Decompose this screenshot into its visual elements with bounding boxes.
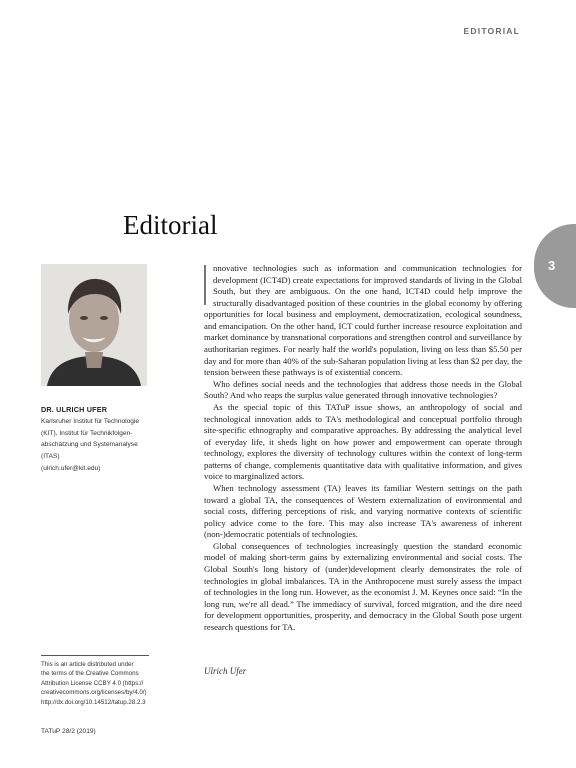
article-paragraph xyxy=(204,263,522,379)
article-title: Editorial xyxy=(123,210,218,241)
drop-cap-initial xyxy=(204,265,206,305)
journal-name: TATuP xyxy=(41,728,61,735)
author-portrait xyxy=(41,264,147,386)
author-affiliation: (ITAS) xyxy=(41,453,60,461)
author-affiliation: Karlsruher Institut für Technologie xyxy=(41,417,140,425)
license-note xyxy=(41,660,159,707)
license-line[interactable]: creativecommons.org/licenses/by/4.0/) xyxy=(41,689,147,697)
portrait-photo xyxy=(41,264,147,386)
journal-issue: 28/2 (2019) xyxy=(62,728,96,735)
article-paragraph: Who defines social needs and the technologies that address those needs in the Global South? And who reaps the surplus value generated through innovative technologies? xyxy=(204,378,522,401)
page-number: 3 xyxy=(548,258,556,273)
author-name: DR. ULRICH UFER xyxy=(41,405,108,414)
author-affiliation: abschätzung und Systemanalyse xyxy=(41,441,138,449)
article-signature: Ulrich Ufer xyxy=(204,666,247,676)
article-paragraph: Global consequences of technologies increasingly question the standard economic model of making short-term gains by externalizing environmental and social costs. The Global South's long history of (under)development clearly demonstrates the role of technologies in global imbalances. TA in the Anthropocene must surely assess the impact of technologies in the long run. However, as the economist J. M. Keynes once said: “In the long run, we're all dead.” The immediacy of survival, forced migration, and the dire need for development opportunities, prosperity, and democracy in the Global South pose urgent research questions for TA. xyxy=(204,540,522,632)
license-divider xyxy=(41,655,149,656)
doi-link[interactable]: http://dx.doi.org/10.14512/tatup.28.2.3 xyxy=(41,698,146,706)
license-line: Attribution License CCBY 4.0 (https:// xyxy=(41,679,144,687)
author-email: (ulrich.ufer@kit.edu) xyxy=(41,464,101,472)
article-paragraph: As the special topic of this TATuP issue shows, an anthropology of social and technological innovation adds to TA's methodological and conceptual portfolio through site-specific ethnography and comparative approaches. By addressing the analytical level of everyday life, it sheds light on how power and empowerment can operate through technology, explores the diversity of technology cultures within the context of long-term patterns of change, complements quantitative data with qualitative information, and gives voice to marginalized actors. xyxy=(204,401,522,482)
author-affiliation: (KIT), Institut für Technikfolgen- xyxy=(41,429,133,437)
page-footer xyxy=(41,728,96,735)
license-line: This is an article distributed under xyxy=(41,661,134,668)
author-info xyxy=(41,404,166,475)
section-label: EDITORIAL xyxy=(463,26,520,36)
license-line: the terms of the Creative Commons xyxy=(41,670,139,678)
article-body xyxy=(204,263,522,634)
paragraph-text: nnovative technologies such as information and communication technologies for development (ICT4D) create expectations for improved standards of living in the Global South, but they are ambiguous. On the one hand, ICT4D could help improve the structurally disadvantaged position of these countries in the global economy by offering opportunities for local business and employment, democratization, ecological soundness, and emancipation. On the other hand, ICT could further increase resource exploitation and market dominance by transnational corporations and strengthen control and surveillance by authoritarian regimes. For nearly half the world's population, living on less than $5.50 per day and for more than 40% of the sub-Saharan population living at less than $2 per day, the tension between these pathways is of existential concern. xyxy=(204,263,522,378)
article-paragraph: When technology assessment (TA) leaves its familiar Western settings on the path toward a global TA, the consequences of Western externalization of environmental and social costs, differing perceptions of risk, and varying normative contexts of scientific policy advice come to the fore. This may also increase TA's awareness of inherent (non-)democratic potentials of technologies. xyxy=(204,482,522,540)
